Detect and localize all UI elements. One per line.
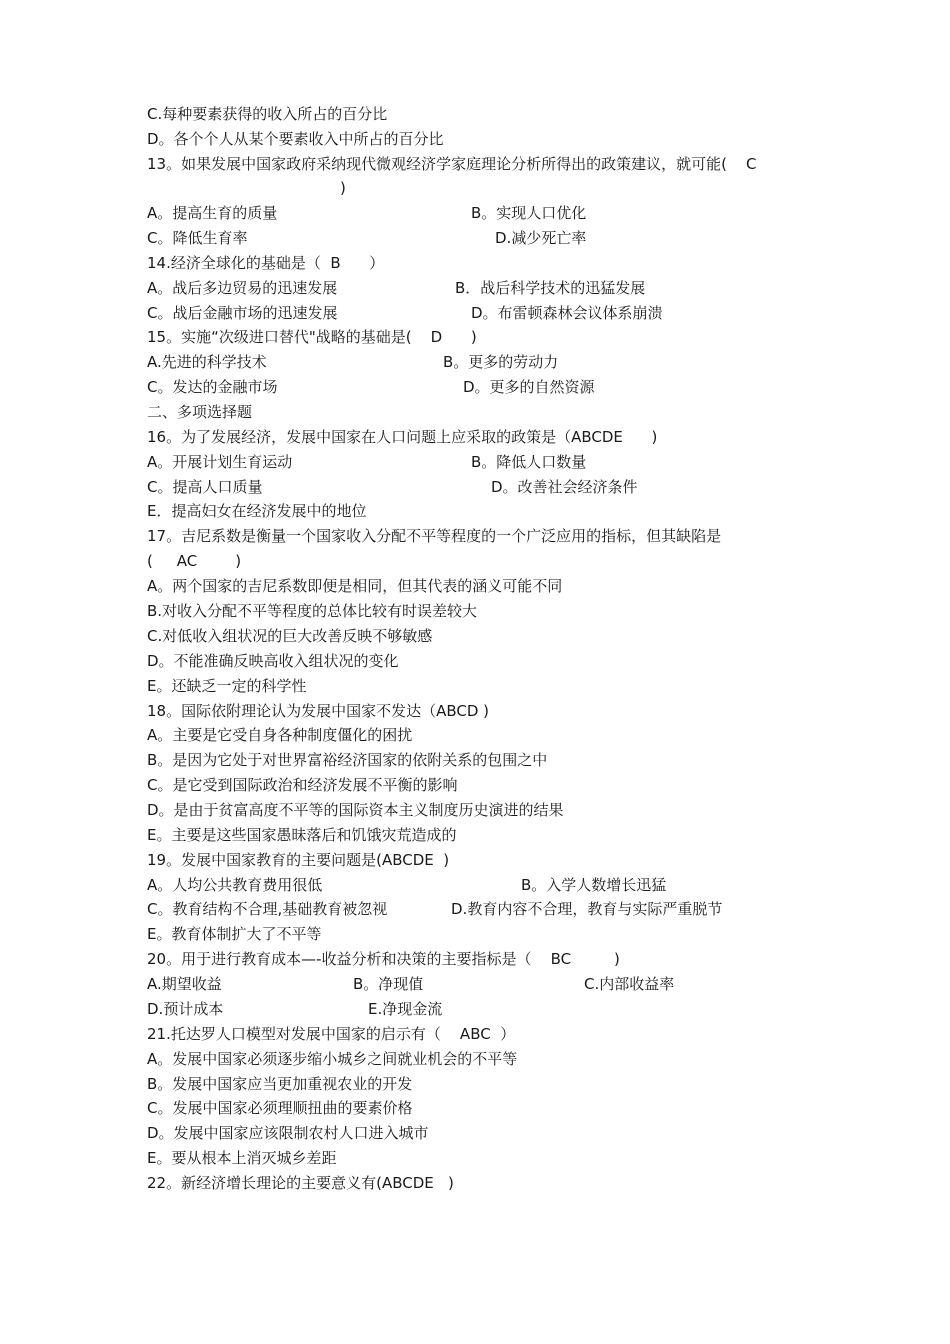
question-21: 21.托达罗人口模型对发展中国家的启示有（ ABC ）: [147, 1025, 516, 1043]
question-20: 20。用于进行教育成本—-收益分析和决策的主要指标是（ BC ): [147, 950, 620, 968]
option-e-16: E．提高妇女在经济发展中的地位: [147, 502, 367, 520]
options-cd-14: C。战后金融市场的迅速发展 D。布雷顿森林会议体系崩溃: [147, 304, 663, 322]
options-ab-16: A。开展计划生育运动 B。降低人口数量: [147, 453, 587, 471]
question-17: 17。吉尼系数是衡量一个国家收入分配不平等程度的一个广泛应用的指标，但其缺陷是: [147, 527, 722, 545]
option-b-18: B。是因为它处于对世界富裕经济国家的依附关系的包围之中: [147, 751, 548, 769]
question-14: 14.经济全球化的基础是（ B ）: [147, 254, 385, 272]
question-18: 18。国际依附理论认为发展中国家不发达（ABCD ): [147, 702, 490, 720]
options-abc-20: A.期望收益 B。净现值 C.内部收益率: [147, 975, 675, 993]
option-d-17: D。不能准确反映高收入组状况的变化: [147, 652, 399, 670]
option-c-12: C.每种要素获得的收入所占的百分比: [147, 105, 388, 123]
options-cd-15: C。发达的金融市场 D。更多的自然资源: [147, 378, 595, 396]
option-d-12: D。各个个人从某个要素收入中所占的百分比: [147, 130, 444, 148]
options-ab-19: A。人均公共教育费用很低 B。入学人数增长迅猛: [147, 876, 667, 894]
option-e-19: E。教育体制扩大了不平等: [147, 925, 322, 943]
options-ab-13: A。提高生育的质量 B。实现人口优化: [147, 204, 587, 222]
options-cd-13: C。降低生育率 D.减少死亡率: [147, 229, 587, 247]
option-c-21: C。发展中国家必须理顺扭曲的要素价格: [147, 1099, 413, 1117]
options-de-20: D.预计成本 E.净现金流: [147, 1000, 443, 1018]
question-19: 19。发展中国家教育的主要问题是(ABCDE ): [147, 851, 450, 869]
question-16: 16。为了发展经济，发展中国家在人口问题上应采取的政策是（ABCDE ): [147, 428, 658, 446]
option-a-18: A。主要是它受自身各种制度僵化的困扰: [147, 726, 413, 744]
option-a-17: A。两个国家的吉尼系数即便是相同，但其代表的涵义可能不同: [147, 577, 563, 595]
option-e-21: E。要从根本上消灭城乡差距: [147, 1149, 337, 1167]
question-22: 22。新经济增长理论的主要意义有(ABCDE ): [147, 1174, 454, 1192]
options-ab-15: A.先进的科学技术 B。更多的劳动力: [147, 353, 559, 371]
option-d-18: D。是由于贫富高度不平等的国际资本主义制度历史演进的结果: [147, 801, 564, 819]
options-cd-16: C。提高人口质量 D。改善社会经济条件: [147, 478, 638, 496]
option-d-21: D。发展中国家应该限制农村人口进入城市: [147, 1124, 429, 1142]
options-ab-14: A。战后多边贸易的迅速发展 B．战后科学技术的迅猛发展: [147, 279, 646, 297]
option-c-18: C。是它受到国际政治和经济发展不平衡的影响: [147, 776, 458, 794]
section-heading: 二、多项选择题: [147, 403, 253, 421]
question-17-answer: ( AC ): [147, 552, 242, 570]
option-c-17: C.对低收入组状况的巨大改善反映不够敏感: [147, 627, 433, 645]
question-15: 15。实施“次级进口替代"战略的基础是( D ): [147, 328, 477, 346]
question-13: 13。如果发展中国家政府采纳现代微观经济学家庭理论分析所得出的政策建议，就可能( C: [147, 155, 757, 173]
option-a-21: A。发展中国家必须逐步缩小城乡之间就业机会的不平等: [147, 1050, 518, 1068]
option-e-17: E。还缺乏一定的科学性: [147, 677, 307, 695]
question-13-close: ): [340, 179, 346, 197]
options-cd-19: C。教育结构不合理,基础教育被忽视 D.教育内容不合理，教育与实际严重脱节: [147, 900, 723, 918]
option-b-21: B。发展中国家应当更加重视农业的开发: [147, 1075, 413, 1093]
option-b-17: B.对收入分配不平等程度的总体比较有时误差较大: [147, 602, 478, 620]
option-e-18: E。主要是这些国家愚昧落后和饥饿灾荒造成的: [147, 826, 457, 844]
